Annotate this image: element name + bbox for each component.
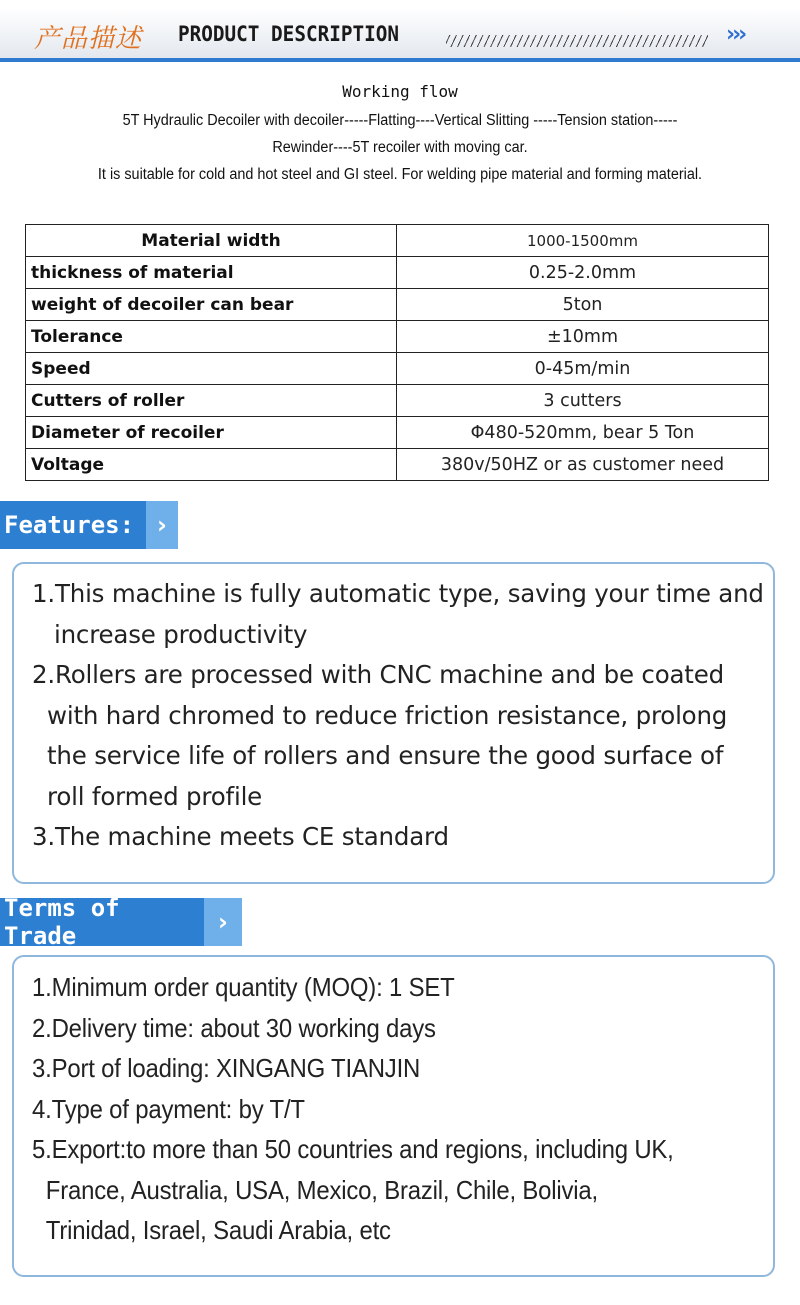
feature-line: with hard chromed to reduce friction resistance, prolong <box>47 700 728 730</box>
feature-line: the service life of rollers and ensure the good surface of <box>47 741 724 770</box>
terms-line: Trinidad, Israel, Saudi Arabia, etc <box>45 1215 391 1245</box>
terms-line: 2.Delivery time: about 30 working days <box>32 1012 436 1043</box>
features-box <box>12 562 775 884</box>
spec-value: 1000-1500mm <box>397 225 769 257</box>
features-tag <box>0 501 178 549</box>
feature-line: 1.This machine is fully automatic type, saving your time and <box>32 579 764 608</box>
terms-line: 4.Type of payment: by T/T <box>32 1093 305 1124</box>
spec-key: Tolerance <box>26 321 397 353</box>
spec-key: Material width <box>26 225 397 257</box>
chevron-right-icon: › <box>146 501 178 549</box>
table-row <box>26 321 769 353</box>
section-banner <box>0 0 800 66</box>
chevron-right-icon: › <box>204 898 242 946</box>
banner-slash-decoration <box>446 35 708 47</box>
table-row <box>26 225 769 257</box>
chevrons-right-icon: ››› <box>726 22 745 47</box>
spec-key: thickness of material <box>26 257 397 289</box>
spec-value: 5ton <box>397 289 769 321</box>
terms-line: 5.Export:to more than 50 countries and regions, including UK, <box>32 1134 674 1164</box>
spec-key: Speed <box>26 353 397 385</box>
table-row <box>26 449 769 481</box>
feature-line: increase productivity <box>54 619 308 649</box>
spec-value: Φ480-520mm, bear 5 Ton <box>397 417 769 449</box>
spec-value: 0.25-2.0mm <box>397 257 769 289</box>
terms-tag <box>0 894 242 950</box>
spec-value: ±10mm <box>397 321 769 353</box>
feature-line: 3.The machine meets CE standard <box>32 822 449 851</box>
working-flow-line: Rewinder----5T recoiler with moving car. <box>272 139 528 156</box>
working-flow-title: Working flow <box>342 82 458 101</box>
terms-line: France, Australia, USA, Mexico, Brazil, Chile, Bolivia, <box>45 1174 599 1205</box>
working-flow-line: 5T Hydraulic Decoiler with decoiler-----Flatting----Vertical Slitting -----Tension station----- <box>122 112 678 129</box>
spec-value: 3 cutters <box>397 385 769 417</box>
features-label: Features: <box>0 501 146 549</box>
table-row <box>26 289 769 321</box>
spec-table <box>25 224 769 481</box>
table-row <box>26 353 769 385</box>
spec-key: Cutters of roller <box>26 385 397 417</box>
spec-key: Diameter of recoiler <box>26 417 397 449</box>
banner-underline <box>0 58 800 62</box>
spec-value: 380v/50HZ or as customer need <box>397 449 769 481</box>
banner-title-cn: 产品描述 <box>34 24 143 54</box>
banner-title-en: PRODUCT DESCRIPTION <box>178 22 400 46</box>
feature-line: 2.Rollers are processed with CNC machine and be coated <box>32 660 724 689</box>
table-row <box>26 385 769 417</box>
spec-key: Voltage <box>26 449 397 481</box>
terms-label: Terms of Trade <box>0 898 204 946</box>
working-flow <box>0 82 800 188</box>
feature-line: roll formed profile <box>47 781 263 811</box>
terms-line: 1.Minimum order quantity (MOQ): 1 SET <box>32 972 455 1002</box>
working-flow-line: It is suitable for cold and hot steel and GI steel. For welding pipe material and forming material. <box>97 166 703 183</box>
spec-key: weight of decoiler can bear <box>26 289 397 321</box>
terms-box <box>12 955 775 1277</box>
table-row <box>26 417 769 449</box>
terms-line: 3.Port of loading: XINGANG TIANJIN <box>32 1053 421 1083</box>
spec-value: 0-45m/min <box>397 353 769 385</box>
table-row <box>26 257 769 289</box>
